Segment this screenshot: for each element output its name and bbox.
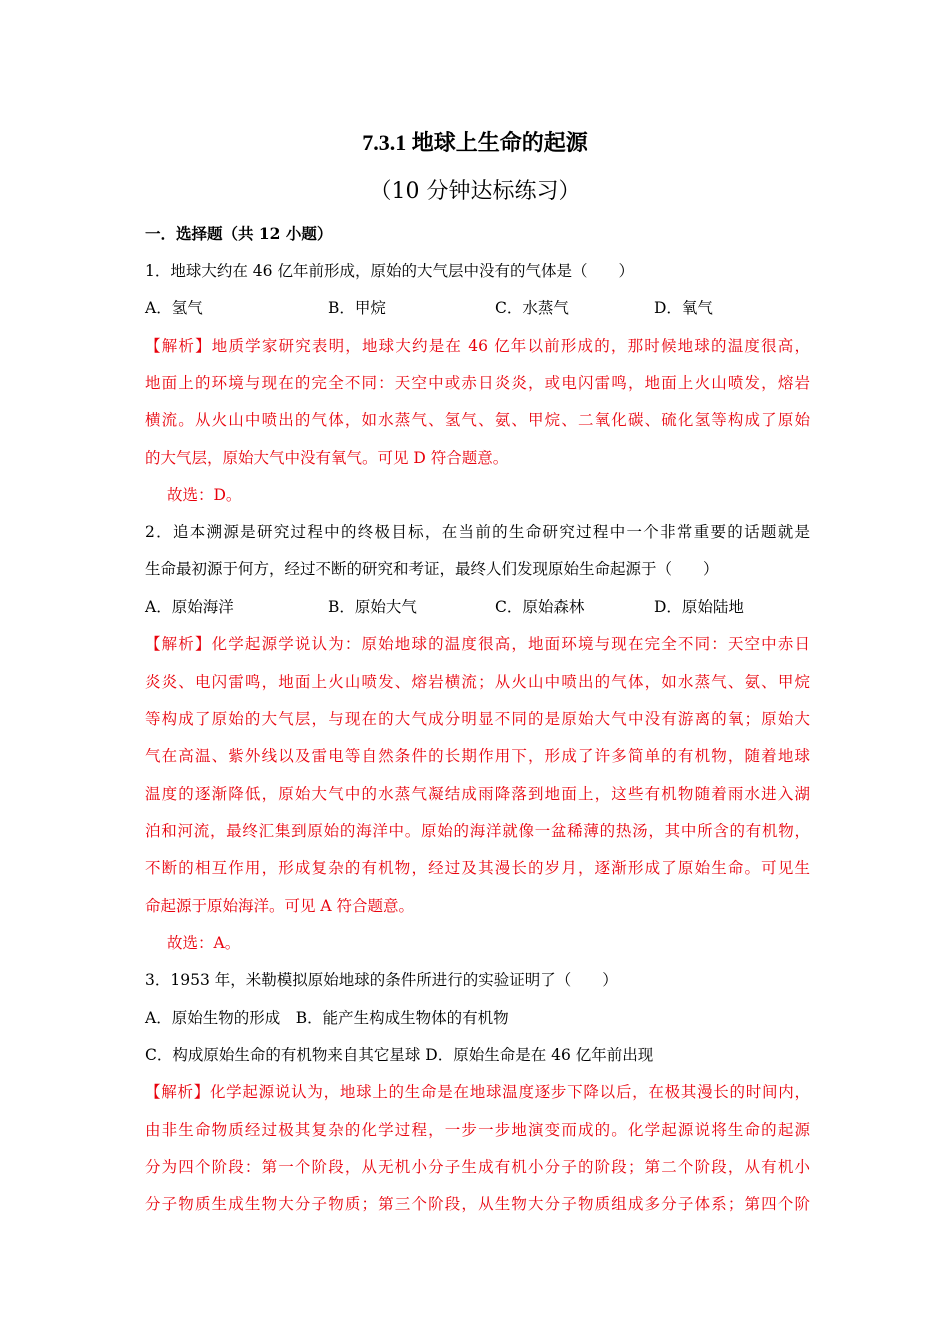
q2-stem-line: 2．追本溯源是研究过程中的终极目标，在当前的生命研究过程中一个非常重要的话题就是 [145, 523, 810, 541]
q2-option-d: D．原始陆地 [654, 598, 744, 616]
q2-analysis-line: 泊和河流，最终汇集到原始的海洋中。原始的海洋就像一盆稀薄的热汤，其中所含的有机物， [145, 822, 810, 840]
q1-answer: 故选：D。 [167, 486, 242, 504]
q2-stem-line: 生命最初源于何方，经过不断的研究和考证，最终人们发现原始生命起源于（ ） [145, 560, 719, 578]
q2-analysis-line: 【解析】化学起源学说认为：原始地球的温度很高，地面环境与现在完全不同：天空中赤日 [145, 635, 810, 653]
q3-analysis-line: 【解析】化学起源说认为，地球上的生命是在地球温度逐步下降以后，在极其漫长的时间内， [145, 1083, 810, 1101]
q1-analysis-line: 横流。从火山中喷出的气体，如水蒸气、氢气、氨、甲烷、二氧化碳、硫化氢等构成了原始 [145, 411, 810, 429]
q3-stem: 3．1953 年，米勒模拟原始地球的条件所进行的实验证明了（ ） [145, 971, 618, 989]
q1-analysis-line: 【解析】地质学家研究表明，地球大约是在 46 亿年以前形成的，那时候地球的温度很高， [145, 337, 810, 355]
page-subtitle: （10 分钟达标练习） [369, 179, 581, 204]
q1-option-a: A．氢气 [145, 299, 203, 317]
q2-analysis-line: 炎炎、电闪雷鸣，地面上火山喷发、熔岩横流；从火山中喷出的气体，如水蒸气、氨、甲烷 [145, 673, 810, 691]
q3-options-line: C．构成原始生命的有机物来自其它星球 D．原始生命是在 46 亿年前出现 [145, 1046, 654, 1064]
q2-option-a: A．原始海洋 [145, 598, 234, 616]
q3-options-line: A．原始生物的形成 B．能产生构成生物体的有机物 [145, 1009, 509, 1027]
q2-answer: 故选：A。 [167, 934, 241, 952]
q1-option-d: D．氧气 [654, 299, 713, 317]
q3-analysis-line: 由非生命物质经过极其复杂的化学过程，一步一步地演变而成的。化学起源说将生命的起源 [145, 1121, 810, 1139]
q2-option-c: C．原始森林 [495, 598, 585, 616]
q1-analysis-line: 的大气层，原始大气中没有氧气。可见 D 符合题意。 [145, 449, 509, 467]
q1-analysis-line: 地面上的环境与现在的完全不同：天空中或赤日炎炎，或电闪雷鸣，地面上火山喷发，熔岩 [145, 374, 810, 392]
q2-analysis-line: 温度的逐渐降低，原始大气中的水蒸气凝结成雨降落到地面上，这些有机物随着雨水进入湖 [145, 785, 810, 803]
section-heading: 一．选择题（共 12 小题） [145, 224, 333, 243]
q1-option-b: B．甲烷 [328, 299, 386, 317]
q1-stem: 1．地球大约在 46 亿年前形成，原始的大气层中没有的气体是（ ） [145, 262, 634, 280]
q1-option-c: C．水蒸气 [495, 299, 569, 317]
q2-analysis-line: 气在高温、紫外线以及雷电等自然条件的长期作用下，形成了许多简单的有机物，随着地球 [145, 747, 810, 765]
q2-analysis-line: 不断的相互作用，形成复杂的有机物，经过及其漫长的岁月，逐渐形成了原始生命。可见生 [145, 859, 810, 877]
q3-analysis-line: 分子物质生成生物大分子物质；第三个阶段，从生物大分子物质组成多分子体系；第四个阶 [145, 1195, 810, 1213]
q3-analysis-line: 分为四个阶段：第一个阶段，从无机小分子生成有机小分子的阶段；第二个阶段，从有机小 [145, 1158, 810, 1176]
q2-option-b: B．原始大气 [328, 598, 417, 616]
q2-analysis-line: 等构成了原始的大气层，与现在的大气成分明显不同的是原始大气中没有游离的氧；原始大 [145, 710, 810, 728]
page-title: 7.3.1 地球上生命的起源 [362, 130, 588, 155]
q2-analysis-line: 命起源于原始海洋。可见 A 符合题意。 [145, 897, 415, 915]
